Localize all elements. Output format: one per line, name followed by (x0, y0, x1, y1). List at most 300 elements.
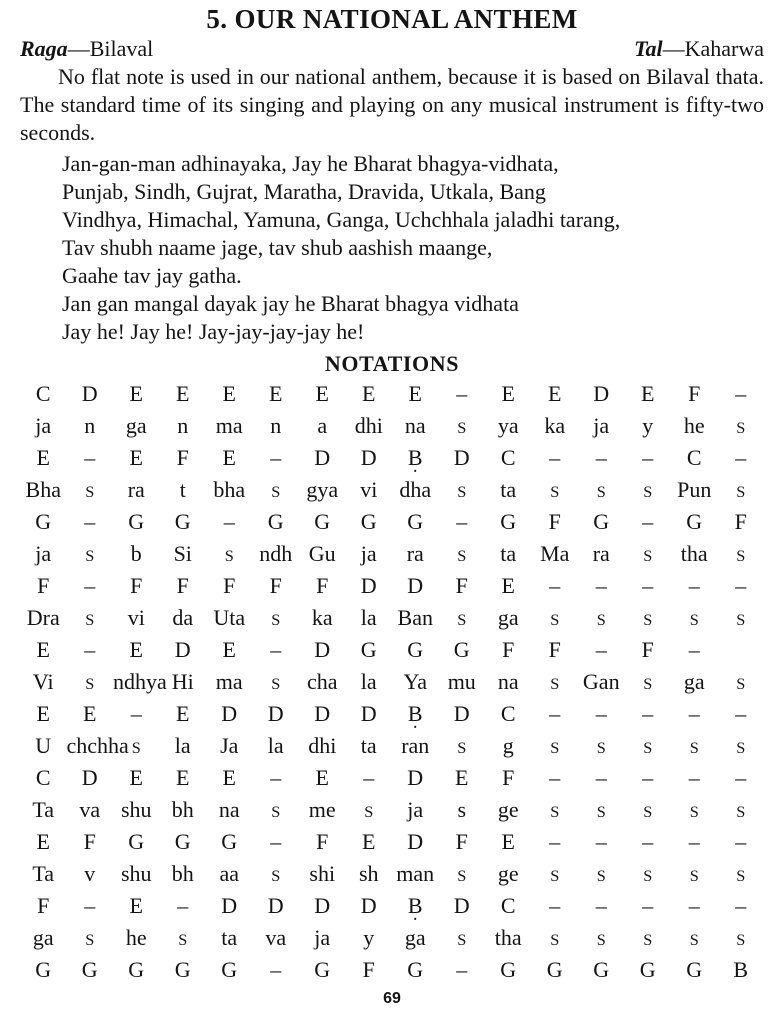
notation-cell: – (688, 893, 700, 918)
notation-cell: G (174, 829, 191, 854)
notation-cell (718, 858, 765, 890)
notation-cell: G (314, 957, 331, 982)
notation-cell: E (129, 445, 143, 470)
notation-cell: ra (127, 477, 145, 502)
notation-cell: F (641, 637, 654, 662)
notation-cell: E (176, 765, 190, 790)
page-footer (20, 990, 764, 1008)
notation-cell: shu (120, 861, 152, 886)
avagraha-mark: S (689, 930, 699, 949)
notation-row-notes (20, 570, 764, 602)
notation-cell (392, 442, 439, 474)
notation-cell: G (686, 957, 703, 982)
notation-cell: ja (35, 413, 52, 438)
avagraha-mark: S (85, 546, 95, 565)
notation-cell: F (548, 509, 561, 534)
notation-cell: man (396, 861, 435, 886)
notation-cell: E (36, 701, 50, 726)
notation-cell: va (265, 925, 287, 950)
notation-row-notes (20, 378, 764, 410)
raga-value: —Bilaval (67, 36, 154, 61)
notation-cell: la (174, 733, 191, 758)
notation-cell (671, 922, 718, 954)
avagraha-mark: S (550, 674, 560, 693)
notation-cell: – (456, 957, 468, 982)
notation-cell: cha (306, 669, 338, 694)
notation-cell: – (642, 573, 654, 598)
notation-cell: Ta (32, 797, 55, 822)
notation-cell: – (735, 829, 747, 854)
notation-cell: E (36, 445, 50, 470)
notation-cell (253, 794, 300, 826)
notation-cell: vi (360, 477, 378, 502)
notation-cell: E (176, 381, 190, 406)
notation-cell: F (176, 445, 189, 470)
avagraha-mark: S (271, 610, 281, 629)
notation-cell (253, 858, 300, 890)
notation-cell: Gu (308, 541, 336, 566)
notation-cell: D (81, 765, 98, 790)
notation-cell: E (315, 381, 329, 406)
notation-cell: – (270, 829, 282, 854)
notation-cell: C (500, 445, 516, 470)
notation-cell: F (176, 573, 189, 598)
notation-cell: D (360, 893, 377, 918)
notation-cell: E (408, 381, 422, 406)
notation-cell (671, 730, 718, 762)
notation-cell: E (129, 893, 143, 918)
notation-cell: F (502, 637, 515, 662)
notation-cell: Vi (32, 669, 54, 694)
avagraha-mark: S (596, 802, 606, 821)
notation-cell: ma (215, 669, 243, 694)
notation-cell: D (407, 829, 424, 854)
notation-cell: la (360, 605, 377, 630)
notation-cell: E (501, 829, 515, 854)
notation-cell: ta (500, 477, 517, 502)
notation-cell (718, 602, 765, 634)
avagraha-mark: S (85, 482, 95, 501)
notation-cell: – (270, 445, 282, 470)
avagraha-mark: S (643, 674, 653, 693)
notation-cell: a (317, 413, 328, 438)
notation-cell: – (549, 829, 561, 854)
avagraha-mark: S (271, 802, 281, 821)
notation-cell: – (595, 893, 607, 918)
notation-cell: G (128, 509, 145, 534)
notation-cell: Hi (171, 669, 194, 694)
notation-cell: – (688, 829, 700, 854)
notation-cell (439, 474, 486, 506)
notation-cell: E (129, 637, 143, 662)
notation-cell: mu (447, 669, 476, 694)
notation-cell (625, 730, 672, 762)
notation-cell: v (84, 861, 96, 886)
tal (634, 36, 764, 62)
notation-cell: – (642, 829, 654, 854)
notation-cell: me (308, 797, 336, 822)
avagraha-mark: S (736, 610, 746, 629)
notation-cell: D (453, 701, 470, 726)
notation-cell: G (407, 957, 424, 982)
notation-cell (718, 730, 765, 762)
notation-cell (718, 634, 765, 666)
notation-cell: tha (494, 925, 522, 950)
notation-cell: bh (171, 861, 194, 886)
notation-cell: ge (497, 861, 519, 886)
avagraha-mark: S (596, 610, 606, 629)
avagraha-mark: S (457, 418, 467, 437)
page (0, 3, 784, 1008)
avagraha-mark: S (550, 482, 560, 501)
notation-cell: E (222, 445, 236, 470)
notation-cell: E (222, 381, 236, 406)
notation-cell: D (593, 381, 610, 406)
notation-cell: g (502, 733, 514, 758)
avagraha-mark: S (271, 674, 281, 693)
notation-cell: – (642, 509, 654, 534)
notation-cell (67, 602, 114, 634)
notation-cell: F (223, 573, 236, 598)
notation-cell: D (221, 701, 238, 726)
notations-heading: NOTATIONS (324, 351, 460, 376)
lyric-line: Jan-gan-man adhinayaka, Jay he Bharat bhagya-vidhata, (62, 151, 559, 176)
notation-cell (67, 538, 114, 570)
notation-cell (625, 858, 672, 890)
notation-cell: G (593, 957, 610, 982)
notation-cell: – (549, 893, 561, 918)
notation-cell (67, 922, 114, 954)
notation-row-lyrics (20, 410, 764, 442)
notation-cell: bha (213, 477, 246, 502)
notation-cell: D (267, 701, 284, 726)
notation-cell: ta (500, 541, 517, 566)
avagraha-mark: S (736, 674, 746, 693)
notation-cell: ga (404, 925, 426, 950)
notation-cell: – (84, 445, 96, 470)
intro-paragraph: No flat note is used in our national anthem, because it is based on Bilaval thata. The standard time of its singing and playing on any musical instrument is fifty-two seconds. (20, 64, 764, 145)
avagraha-mark: S (643, 738, 653, 757)
avagraha-mark: S (736, 802, 746, 821)
notation-cell: ra (406, 541, 424, 566)
avagraha-mark: S (457, 546, 467, 565)
notation-cell: sh (358, 861, 379, 886)
notation-cell: B (733, 957, 749, 982)
lyric-line: Jay he! Jay he! Jay-jay-jay-jay he! (62, 319, 365, 344)
notation-row-lyrics (20, 730, 764, 762)
notation-cell: C (500, 893, 516, 918)
notation-cell: – (735, 701, 747, 726)
notation-cell (392, 698, 439, 730)
notation-cell: ta (360, 733, 377, 758)
notation-row-notes (20, 826, 764, 858)
notation-cell: he (125, 925, 147, 950)
notation-cell: he (683, 413, 705, 438)
avagraha-mark: S (643, 610, 653, 629)
notation-cell: E (548, 381, 562, 406)
notation-cell (439, 730, 486, 762)
notation-cell: n (270, 413, 282, 438)
notation-cell: F (37, 573, 50, 598)
notation-cell: F (83, 829, 96, 854)
notation-cell: – (84, 637, 96, 662)
notation-cell: la (360, 669, 377, 694)
notation-cell: F (362, 957, 375, 982)
notation-row-notes (20, 890, 764, 922)
notation-cell: G (221, 829, 238, 854)
notation-cell: C (35, 381, 51, 406)
avagraha-mark: S (596, 930, 606, 949)
notation-cell: da (172, 605, 194, 630)
avagraha-mark: S (736, 866, 746, 885)
notation-cell: na (497, 669, 519, 694)
avagraha-mark: S (457, 866, 467, 885)
notation-cell (439, 410, 486, 442)
notation-cell: G (35, 509, 52, 534)
notation-cell (206, 538, 253, 570)
notation-cell: G (500, 957, 517, 982)
notation-cell: – (363, 765, 375, 790)
notation-cell: ja (360, 541, 377, 566)
lyrics-block (62, 150, 764, 346)
notation-row-lyrics (20, 474, 764, 506)
notation-cell: E (129, 765, 143, 790)
notation-cell: ja (35, 541, 52, 566)
avagraha-mark: S (271, 866, 281, 885)
notation-cell (671, 794, 718, 826)
notation-cell: – (270, 637, 282, 662)
notation-cell: dhi (354, 413, 383, 438)
notation-cell: la (267, 733, 284, 758)
notation-cell: C (35, 765, 51, 790)
notation-cell: ja (314, 925, 331, 950)
notation-cell: Uta (213, 605, 246, 630)
notation-cell: ga (32, 925, 54, 950)
notation-cell (625, 538, 672, 570)
notation-cell: Ya (403, 669, 427, 694)
avagraha-mark: S (550, 930, 560, 949)
notation-cell: G (500, 509, 517, 534)
notation-cell: b (130, 541, 142, 566)
notation-cell: D (314, 445, 331, 470)
avagraha-mark: S (550, 866, 560, 885)
avagraha-mark: S (457, 930, 467, 949)
notation-row-lyrics (20, 794, 764, 826)
lyric-line: Punjab, Sindh, Gujrat, Maratha, Dravida, Utkala, Bang (62, 179, 546, 204)
notation-cell (578, 794, 625, 826)
notation-cell: E (641, 381, 655, 406)
notation-cell: – (84, 509, 96, 534)
notation-cell: G (407, 637, 424, 662)
notation-cell: E (362, 829, 376, 854)
avagraha-mark: S (736, 418, 746, 437)
avagraha-mark: S (596, 482, 606, 501)
notation-cell: G (314, 509, 331, 534)
notation-cell: E (176, 701, 190, 726)
notation-cell: – (549, 573, 561, 598)
notation-cell: E (83, 701, 97, 726)
lower-octave-note: B . (408, 445, 423, 471)
notation-cell: ran (401, 733, 430, 758)
avagraha-mark: S (643, 930, 653, 949)
notation-cell: ta (221, 925, 238, 950)
notation-cell: G (35, 957, 52, 982)
notation-cell: U (35, 733, 52, 758)
notation-cell (625, 922, 672, 954)
avagraha-mark: S (689, 802, 699, 821)
notation-cell: – (595, 573, 607, 598)
page-number: 69 (383, 990, 401, 1007)
tal-value: —Kaharwa (662, 36, 764, 61)
notation-cell: G (453, 637, 470, 662)
notation-cell (439, 858, 486, 890)
avagraha-mark: S (457, 738, 467, 757)
avagraha-mark: S (689, 866, 699, 885)
notation-cell: C (686, 445, 702, 470)
notation-cell: C (500, 701, 516, 726)
notation-cell: F (455, 829, 468, 854)
notation-cell: – (456, 509, 468, 534)
notation-cell (718, 922, 765, 954)
notation-cell: – (595, 829, 607, 854)
notation-cell (718, 794, 765, 826)
notation-cell (578, 922, 625, 954)
notation-cell: F (37, 893, 50, 918)
notation-cell: na (218, 797, 240, 822)
notation-cell: Ma (540, 541, 570, 566)
notation-cell (671, 858, 718, 890)
notation-cell: E (36, 829, 50, 854)
notation-cell: F (269, 573, 282, 598)
raga (20, 36, 153, 62)
notation-cell: vi (127, 605, 145, 630)
notation-cell: – (595, 445, 607, 470)
notation-cell: G (360, 509, 377, 534)
tal-label: Tal (634, 36, 663, 61)
notation-cell (578, 474, 625, 506)
notation-cell: E (222, 637, 236, 662)
notation-cell: dha (399, 477, 432, 502)
avagraha-mark: S (85, 930, 95, 949)
notation-cell: – (735, 893, 747, 918)
notation-cell: D (360, 701, 377, 726)
notation-cell: – (177, 893, 189, 918)
notation-row-notes (20, 954, 764, 986)
notation-cell (718, 474, 765, 506)
notation-cell: G (128, 957, 145, 982)
notation-cell: E (315, 765, 329, 790)
notation-cell (253, 666, 300, 698)
notation-cell: E (129, 381, 143, 406)
notation-cell: G (407, 509, 424, 534)
notation-cell: ka (311, 605, 333, 630)
notation-cell: – (642, 701, 654, 726)
avagraha-mark: S (736, 930, 746, 949)
notation-row-notes (20, 698, 764, 730)
notation-cell: F (130, 573, 143, 598)
notation-cell (532, 858, 579, 890)
notation-cell: na (404, 413, 426, 438)
notation-cell: Ta (32, 861, 55, 886)
notation-table (20, 378, 764, 986)
notation-cell: – (130, 701, 142, 726)
notation-cell: ndh (259, 541, 293, 566)
avagraha-mark: S (550, 610, 560, 629)
notation-cell (253, 474, 300, 506)
notation-cell: bh (171, 797, 194, 822)
avagraha-mark: S (643, 546, 653, 565)
lower-octave-note: B . (408, 701, 423, 727)
notation-cell: G (174, 957, 191, 982)
notation-row-notes (20, 762, 764, 794)
notation-cell: tha (680, 541, 708, 566)
notation-cell: – (735, 445, 747, 470)
notation-cell: – (688, 637, 700, 662)
notation-cell: Bha (25, 477, 61, 502)
notation-cell: ga (497, 605, 519, 630)
avagraha-mark: S (131, 738, 141, 757)
notation-cell: y (642, 413, 654, 438)
notation-cell (671, 602, 718, 634)
notation-row-lyrics (20, 602, 764, 634)
notation-cell: – (642, 445, 654, 470)
notation-cell: – (84, 893, 96, 918)
avagraha-mark: S (596, 738, 606, 757)
avagraha-mark: S (550, 738, 560, 757)
notation-cell: aa (219, 861, 240, 886)
notation-cell: E (269, 381, 283, 406)
notation-cell: – (735, 573, 747, 598)
avagraha-mark: S (689, 610, 699, 629)
notation-cell: F (548, 637, 561, 662)
notation-cell (532, 474, 579, 506)
notation-cell: D (407, 573, 424, 598)
notation-cell: E (455, 765, 469, 790)
notation-cell: – (595, 765, 607, 790)
notation-row-lyrics (20, 666, 764, 698)
notation-cell: F (734, 509, 747, 534)
notation-cell: G (81, 957, 98, 982)
notation-cell (718, 410, 765, 442)
notation-cell: D (360, 445, 377, 470)
notation-cell: Ban (397, 605, 433, 630)
notation-cell: – (595, 701, 607, 726)
notation-cell: ma (215, 413, 243, 438)
avagraha-mark: S (178, 930, 188, 949)
avagraha-mark: S (550, 802, 560, 821)
notation-cell (625, 666, 672, 698)
notation-row-notes (20, 506, 764, 538)
notation-cell: F (316, 829, 329, 854)
notation-cell (532, 794, 579, 826)
notation-cell: – (549, 701, 561, 726)
notation-cell: D (453, 893, 470, 918)
lyric-line: Gaahe tav jay gatha. (62, 263, 242, 288)
avagraha-mark: S (85, 674, 95, 693)
notation-cell: Dra (26, 605, 60, 630)
notation-cell (578, 858, 625, 890)
notation-cell: D (174, 637, 191, 662)
notation-cell: D (314, 701, 331, 726)
notation-cell: G (546, 957, 563, 982)
notation-cell: – (549, 765, 561, 790)
notation-cell (67, 474, 114, 506)
notation-cell: F (316, 573, 329, 598)
notation-cell: – (688, 765, 700, 790)
notation-cell: ga (683, 669, 705, 694)
notation-cell: – (688, 701, 700, 726)
notation-cell: ja (593, 413, 610, 438)
